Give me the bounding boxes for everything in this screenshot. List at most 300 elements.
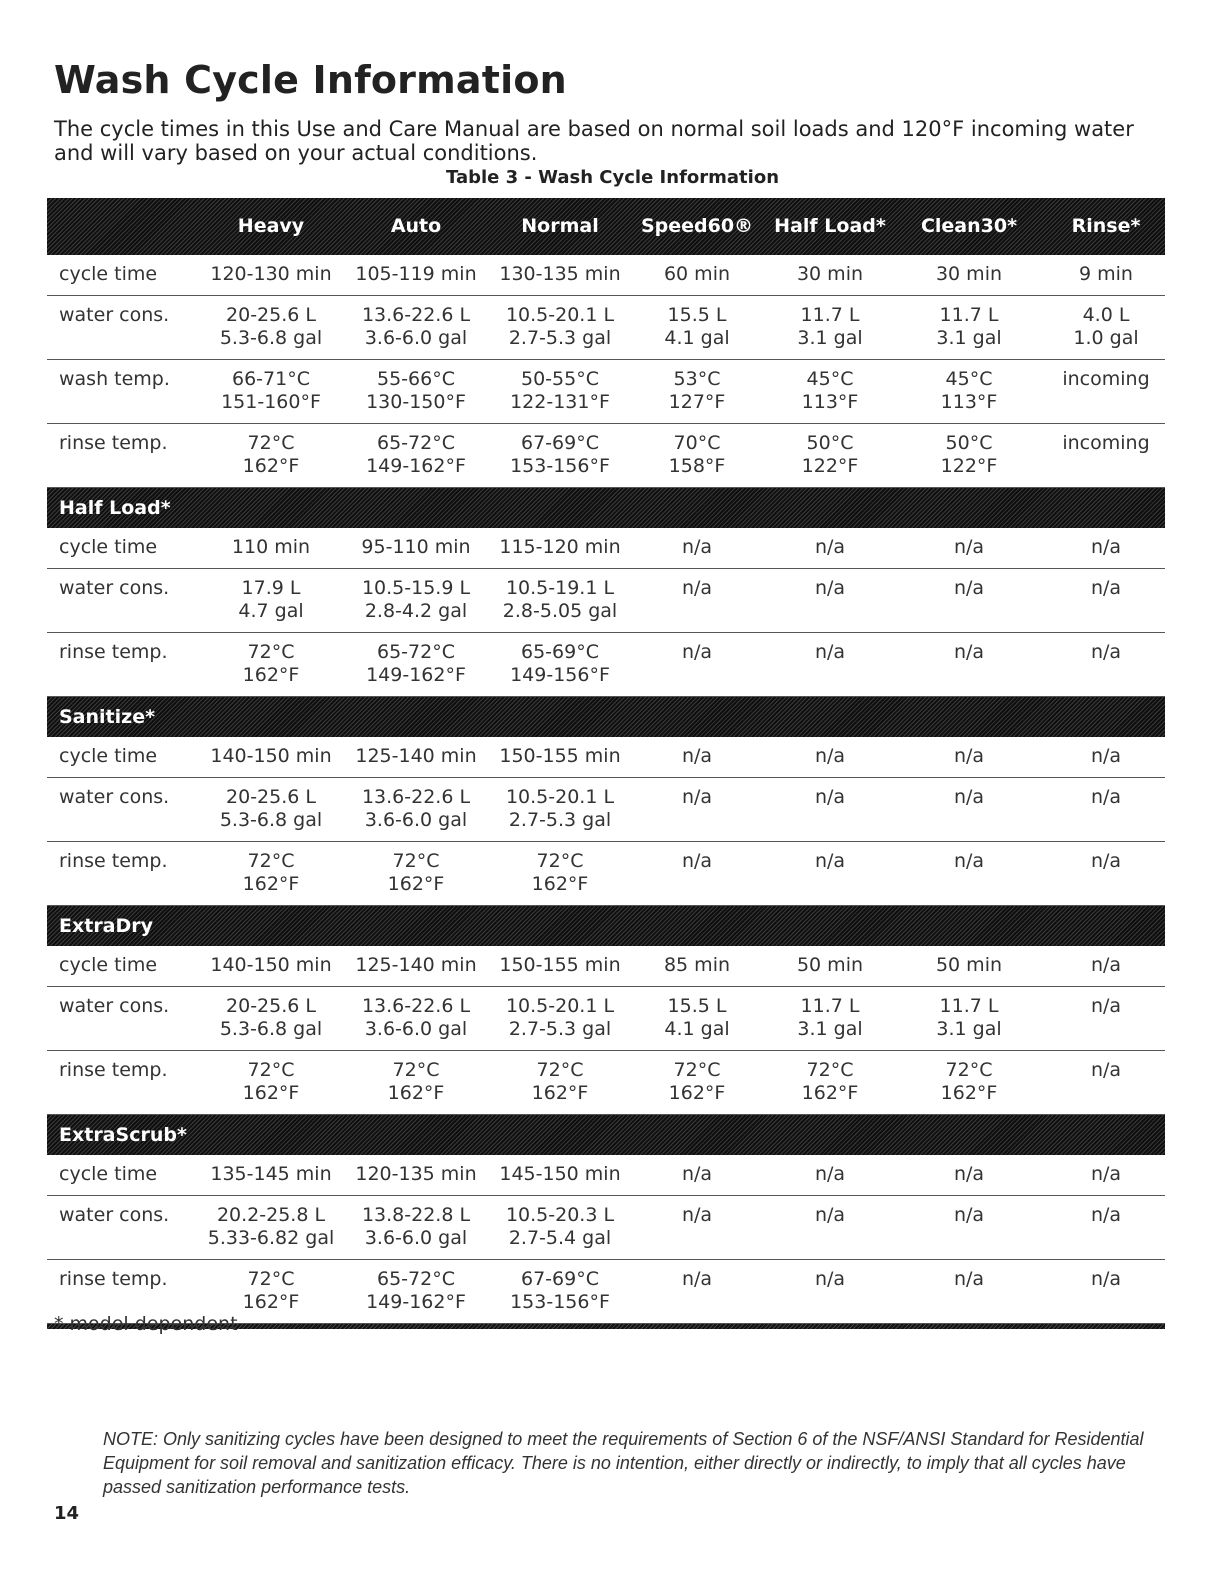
cell-line: 162°F <box>531 1082 589 1104</box>
cell-line: 72°C <box>247 850 295 872</box>
section-header-band <box>47 488 1165 528</box>
cell-line: 113°F <box>940 391 998 413</box>
table-cell <box>1036 536 1176 559</box>
cell-line: 72°C <box>392 1059 440 1081</box>
cell-line: 162°F <box>940 1082 998 1104</box>
row-label: rinse temp. <box>59 432 168 454</box>
row-label: cycle time <box>59 536 158 558</box>
cell-line: n/a <box>814 1163 846 1185</box>
table-cell <box>1036 1204 1176 1227</box>
cell-line: 45°C <box>806 368 854 390</box>
intro-paragraph: The cycle times in this Use and Care Manual are based on normal soil loads and 120°F incoming water and will vary based on your actual conditions. <box>54 117 1134 165</box>
cell-line: 85 min <box>663 954 731 976</box>
table-cell <box>201 850 341 896</box>
table-cell <box>490 786 630 832</box>
cell-line: 149-162°F <box>366 1291 466 1313</box>
table-cell <box>346 850 486 896</box>
table-cell <box>899 577 1039 600</box>
cell-line: n/a <box>953 1163 985 1185</box>
cell-line: n/a <box>681 1268 713 1290</box>
table-cell <box>899 954 1039 977</box>
table-cell <box>1036 786 1176 809</box>
table-cell <box>201 368 341 414</box>
table-cell <box>899 1268 1039 1291</box>
cell-line: n/a <box>1090 1059 1122 1081</box>
cell-line: n/a <box>814 536 846 558</box>
table-cell <box>899 850 1039 873</box>
cell-line: 67-69°C <box>521 1268 599 1290</box>
cell-line: 120-135 min <box>355 1163 477 1185</box>
cell-line: n/a <box>681 1163 713 1185</box>
table-cell <box>760 368 900 414</box>
table-row <box>47 737 1165 778</box>
table-cell <box>201 954 341 977</box>
cell-line: 50 min <box>935 954 1003 976</box>
table-cell <box>201 641 341 687</box>
cell-line: 13.8-22.8 L <box>361 1204 471 1226</box>
cell-line: 122-131°F <box>510 391 610 413</box>
section-header-band <box>47 1115 1165 1155</box>
cell-line: 66-71°C <box>232 368 310 390</box>
cell-line: 122°F <box>801 455 859 477</box>
cell-line: 162°F <box>531 873 589 895</box>
table-cell <box>1036 368 1176 391</box>
section-header-band <box>47 906 1165 946</box>
cell-line: 153-156°F <box>510 1291 610 1313</box>
cell-line: 4.0 L <box>1082 304 1130 326</box>
cell-line: 149-162°F <box>366 455 466 477</box>
cell-line: 140-150 min <box>210 954 332 976</box>
table-cell <box>490 577 630 623</box>
column-header: Half Load* <box>774 215 886 237</box>
wash-cycle-table <box>47 198 1165 1329</box>
table-cell <box>346 536 486 559</box>
table-row <box>47 528 1165 569</box>
cell-line: 162°F <box>668 1082 726 1104</box>
table-cell <box>201 1163 341 1186</box>
cell-line: 110 min <box>231 536 311 558</box>
table-cell <box>490 954 630 977</box>
table-cell <box>346 954 486 977</box>
table-cell <box>760 1059 900 1105</box>
cell-line: 2.8-5.05 gal <box>502 600 618 622</box>
page-number: 14 <box>54 1503 80 1524</box>
table-cell <box>760 641 900 664</box>
table-cell <box>346 304 486 350</box>
cell-line: 95-110 min <box>361 536 471 558</box>
table-row <box>47 987 1165 1051</box>
cell-line: 135-145 min <box>210 1163 332 1185</box>
table-cell <box>627 850 767 873</box>
table-cell <box>490 432 630 478</box>
cell-line: n/a <box>953 641 985 663</box>
row-label: water cons. <box>59 786 170 808</box>
cell-line: 13.6-22.6 L <box>361 304 471 326</box>
cell-line: 70°C <box>673 432 721 454</box>
table-cell <box>201 304 341 350</box>
cell-line: n/a <box>953 850 985 872</box>
row-label: water cons. <box>59 304 170 326</box>
table-cell <box>627 745 767 768</box>
table-cell <box>490 368 630 414</box>
cell-line: 3.1 gal <box>936 1018 1002 1040</box>
table-cell <box>490 304 630 350</box>
table-header-band <box>47 198 1165 255</box>
table-cell <box>201 1268 341 1314</box>
section-header-band <box>47 697 1165 737</box>
table-row <box>47 569 1165 633</box>
cell-line: n/a <box>814 850 846 872</box>
cell-line: 150-155 min <box>499 745 621 767</box>
cell-line: 72°C <box>536 1059 584 1081</box>
table-cell <box>627 368 767 414</box>
table-cell <box>1036 954 1176 977</box>
table-cell <box>490 995 630 1041</box>
table-cell <box>1036 432 1176 455</box>
table-cell <box>627 1059 767 1105</box>
table-cell <box>1036 850 1176 873</box>
section-title: ExtraDry <box>59 915 154 937</box>
table-row <box>47 1051 1165 1115</box>
cell-line: 45°C <box>945 368 993 390</box>
table-cell <box>760 850 900 873</box>
table-row <box>47 842 1165 906</box>
cell-line: 20-25.6 L <box>226 304 316 326</box>
cell-line: n/a <box>681 1204 713 1226</box>
cell-line: 50-55°C <box>521 368 599 390</box>
table-cell <box>760 536 900 559</box>
table-cell <box>346 263 486 286</box>
cell-line: 53°C <box>673 368 721 390</box>
column-header: Normal <box>521 215 599 237</box>
cell-line: 50°C <box>945 432 993 454</box>
table-cell <box>899 786 1039 809</box>
cell-line: 2.7-5.3 gal <box>508 327 612 349</box>
cell-line: 149-162°F <box>366 664 466 686</box>
table-cell <box>1036 263 1176 286</box>
cell-line: n/a <box>681 641 713 663</box>
table-cell <box>1036 304 1176 350</box>
table-cell <box>1036 1268 1176 1291</box>
section-title: ExtraScrub* <box>59 1124 187 1146</box>
cell-line: n/a <box>1090 786 1122 808</box>
column-header: Speed60® <box>640 215 754 237</box>
cell-line: n/a <box>953 745 985 767</box>
table-cell <box>346 368 486 414</box>
cell-line: 162°F <box>242 873 300 895</box>
row-label: rinse temp. <box>59 1268 168 1290</box>
cell-line: 113°F <box>801 391 859 413</box>
table-cell <box>346 1268 486 1314</box>
cell-line: 30 min <box>796 263 864 285</box>
table-cell <box>490 263 630 286</box>
cell-line: 9 min <box>1079 263 1133 285</box>
cell-line: 20-25.6 L <box>226 786 316 808</box>
cell-line: 2.7-5.4 gal <box>508 1227 612 1249</box>
cell-line: n/a <box>814 1204 846 1226</box>
table-cell <box>760 1204 900 1227</box>
table-cell <box>760 263 900 286</box>
cell-line: 4.1 gal <box>664 1018 730 1040</box>
cell-line: 13.6-22.6 L <box>361 786 471 808</box>
cell-line: 10.5-20.1 L <box>505 304 615 326</box>
cell-line: n/a <box>1090 1268 1122 1290</box>
cell-line: 3.6-6.0 gal <box>364 327 468 349</box>
table-cell <box>201 786 341 832</box>
cell-line: n/a <box>1090 850 1122 872</box>
cell-line: n/a <box>1090 745 1122 767</box>
cell-line: 10.5-20.1 L <box>505 786 615 808</box>
cell-line: n/a <box>681 745 713 767</box>
table-cell <box>346 745 486 768</box>
table-cell <box>627 577 767 600</box>
cell-line: 162°F <box>242 1082 300 1104</box>
cell-line: n/a <box>1090 577 1122 599</box>
cell-line: 67-69°C <box>521 432 599 454</box>
table-cell <box>346 432 486 478</box>
table-cell <box>490 536 630 559</box>
cell-line: 10.5-20.1 L <box>505 995 615 1017</box>
cell-line: 162°F <box>242 1291 300 1313</box>
column-header: Rinse* <box>1071 215 1141 237</box>
cell-line: 4.1 gal <box>664 327 730 349</box>
table-cell <box>899 1163 1039 1186</box>
table-cell <box>760 786 900 809</box>
table-cell <box>201 263 341 286</box>
table-cell <box>899 263 1039 286</box>
cell-line: 162°F <box>801 1082 859 1104</box>
cell-line: 10.5-20.3 L <box>505 1204 615 1226</box>
cell-line: 65-72°C <box>377 641 455 663</box>
table-cell <box>346 1059 486 1105</box>
cell-line: 5.3-6.8 gal <box>219 1018 323 1040</box>
table-cell <box>1036 1163 1176 1186</box>
table-row <box>47 1196 1165 1260</box>
table-row <box>47 424 1165 488</box>
row-label: rinse temp. <box>59 641 168 663</box>
cell-line: 105-119 min <box>355 263 477 285</box>
cell-line: n/a <box>814 577 846 599</box>
column-header: Clean30* <box>920 215 1018 237</box>
cell-line: 11.7 L <box>800 304 860 326</box>
section-title: Half Load* <box>59 497 171 519</box>
cell-line: 72°C <box>247 641 295 663</box>
table-cell <box>627 786 767 809</box>
cell-line: 140-150 min <box>210 745 332 767</box>
cell-line: 11.7 L <box>939 995 999 1017</box>
row-label: cycle time <box>59 1163 158 1185</box>
row-label: water cons. <box>59 577 170 599</box>
cell-line: 151-160°F <box>221 391 321 413</box>
row-label: cycle time <box>59 745 158 767</box>
cell-line: 30 min <box>935 263 1003 285</box>
table-row <box>47 360 1165 424</box>
cell-line: 65-72°C <box>377 1268 455 1290</box>
cell-line: 127°F <box>668 391 726 413</box>
table-cell <box>627 304 767 350</box>
cell-line: 72°C <box>945 1059 993 1081</box>
cell-line: 72°C <box>806 1059 854 1081</box>
table-cell <box>490 1163 630 1186</box>
table-cell <box>627 432 767 478</box>
cell-line: 3.6-6.0 gal <box>364 1018 468 1040</box>
cell-line: n/a <box>953 1268 985 1290</box>
cell-line: 13.6-22.6 L <box>361 995 471 1017</box>
table-cell <box>899 641 1039 664</box>
cell-line: n/a <box>1090 536 1122 558</box>
table-row <box>47 946 1165 987</box>
column-header: Auto <box>390 215 442 237</box>
cell-line: 20.2-25.8 L <box>216 1204 326 1226</box>
cell-line: 72°C <box>247 432 295 454</box>
table-cell <box>899 1059 1039 1105</box>
row-label: water cons. <box>59 1204 170 1226</box>
cell-line: 5.3-6.8 gal <box>219 809 323 831</box>
cell-line: 122°F <box>940 455 998 477</box>
table-cell <box>627 995 767 1041</box>
table-cell <box>346 1204 486 1250</box>
table-row <box>47 1155 1165 1196</box>
table-cell <box>627 954 767 977</box>
table-cell <box>899 745 1039 768</box>
table-cell <box>627 536 767 559</box>
table-cell <box>899 536 1039 559</box>
cell-line: n/a <box>681 786 713 808</box>
cell-line: n/a <box>953 536 985 558</box>
table-cell <box>899 368 1039 414</box>
cell-line: 15.5 L <box>667 995 727 1017</box>
cell-line: 5.3-6.8 gal <box>219 327 323 349</box>
cell-line: 15.5 L <box>667 304 727 326</box>
table-cell <box>1036 1059 1176 1082</box>
page-title: Wash Cycle Information <box>54 58 567 102</box>
table-cell <box>346 641 486 687</box>
cell-line: 5.33-6.82 gal <box>207 1227 335 1249</box>
cell-line: n/a <box>953 577 985 599</box>
table-row <box>47 255 1165 296</box>
cell-line: 4.7 gal <box>238 600 304 622</box>
table-cell <box>899 304 1039 350</box>
table-cell <box>760 304 900 350</box>
table-row <box>47 296 1165 360</box>
table-cell <box>490 850 630 896</box>
cell-line: 3.1 gal <box>797 327 863 349</box>
cell-line: 130-135 min <box>499 263 621 285</box>
cell-line: n/a <box>953 1204 985 1226</box>
cell-line: 125-140 min <box>355 954 477 976</box>
table-cell <box>760 954 900 977</box>
cell-line: 72°C <box>392 850 440 872</box>
cell-line: 125-140 min <box>355 745 477 767</box>
cell-line: n/a <box>814 641 846 663</box>
table-cell <box>899 995 1039 1041</box>
cell-line: 162°F <box>387 1082 445 1104</box>
table-cell <box>201 1059 341 1105</box>
row-label: cycle time <box>59 263 158 285</box>
cell-line: n/a <box>1090 1204 1122 1226</box>
sanitization-note: NOTE: Only sanitizing cycles have been designed to meet the requirements of Section 6 of the NSF/ANSI Standard for Residential Equipment for soil removal and sanitization efficacy. There is no intention, either directly or indirectly, to imply that all cycles have passed sanitization performance tests. <box>103 1429 1144 1497</box>
table-cell <box>1036 577 1176 600</box>
cell-line: n/a <box>1090 995 1122 1017</box>
cell-line: n/a <box>1090 641 1122 663</box>
row-label: rinse temp. <box>59 850 168 872</box>
table-cell <box>899 1204 1039 1227</box>
table-cell <box>760 577 900 600</box>
table-cell <box>760 432 900 478</box>
table-cell <box>490 1268 630 1314</box>
table-row <box>47 633 1165 697</box>
cell-line: 3.1 gal <box>797 1018 863 1040</box>
cell-line: 162°F <box>242 664 300 686</box>
cell-line: n/a <box>814 745 846 767</box>
cell-line: 3.6-6.0 gal <box>364 1227 468 1249</box>
cell-line: 130-150°F <box>366 391 466 413</box>
cell-line: 162°F <box>387 873 445 895</box>
cell-line: 10.5-19.1 L <box>505 577 615 599</box>
cell-line: 20-25.6 L <box>226 995 316 1017</box>
cell-line: n/a <box>1090 1163 1122 1185</box>
cell-line: 115-120 min <box>499 536 621 558</box>
cell-line: 55-66°C <box>377 368 455 390</box>
row-label: cycle time <box>59 954 158 976</box>
table-cell <box>490 1059 630 1105</box>
cell-line: 72°C <box>247 1268 295 1290</box>
table-cell <box>201 577 341 623</box>
table-cell <box>627 1204 767 1227</box>
table-cell <box>1036 745 1176 768</box>
row-label: water cons. <box>59 995 170 1017</box>
table-cell <box>627 1268 767 1291</box>
cell-line: 65-72°C <box>377 432 455 454</box>
table-cell <box>201 432 341 478</box>
cell-line: incoming <box>1062 368 1150 390</box>
table-cell <box>899 432 1039 478</box>
cell-line: 72°C <box>536 850 584 872</box>
cell-line: 120-130 min <box>210 263 332 285</box>
cell-line: 2.8-4.2 gal <box>364 600 468 622</box>
cell-line: 3.6-6.0 gal <box>364 809 468 831</box>
cell-line: 153-156°F <box>510 455 610 477</box>
cell-line: n/a <box>681 577 713 599</box>
table-cell <box>201 1204 341 1250</box>
cell-line: 1.0 gal <box>1073 327 1139 349</box>
table-cell <box>490 1204 630 1250</box>
cell-line: n/a <box>953 786 985 808</box>
cell-line: 2.7-5.3 gal <box>508 809 612 831</box>
table-cell <box>627 641 767 664</box>
table-cell <box>346 1163 486 1186</box>
cell-line: n/a <box>814 1268 846 1290</box>
cell-line: 162°F <box>242 455 300 477</box>
table-cell <box>201 536 341 559</box>
cell-line: 2.7-5.3 gal <box>508 1018 612 1040</box>
footnote: * model dependent <box>54 1313 238 1335</box>
table-cell <box>490 641 630 687</box>
table-caption: Table 3 - Wash Cycle Information <box>445 167 780 188</box>
table-cell <box>760 1163 900 1186</box>
table-cell <box>627 263 767 286</box>
table-cell <box>760 745 900 768</box>
section-title: Sanitize* <box>59 706 156 728</box>
cell-line: 60 min <box>663 263 731 285</box>
cell-line: 158°F <box>668 455 726 477</box>
table-cell <box>346 786 486 832</box>
cell-line: 65-69°C <box>521 641 599 663</box>
cell-line: 145-150 min <box>499 1163 621 1185</box>
cell-line: 11.7 L <box>939 304 999 326</box>
table-cell <box>760 995 900 1041</box>
row-label: wash temp. <box>59 368 170 390</box>
